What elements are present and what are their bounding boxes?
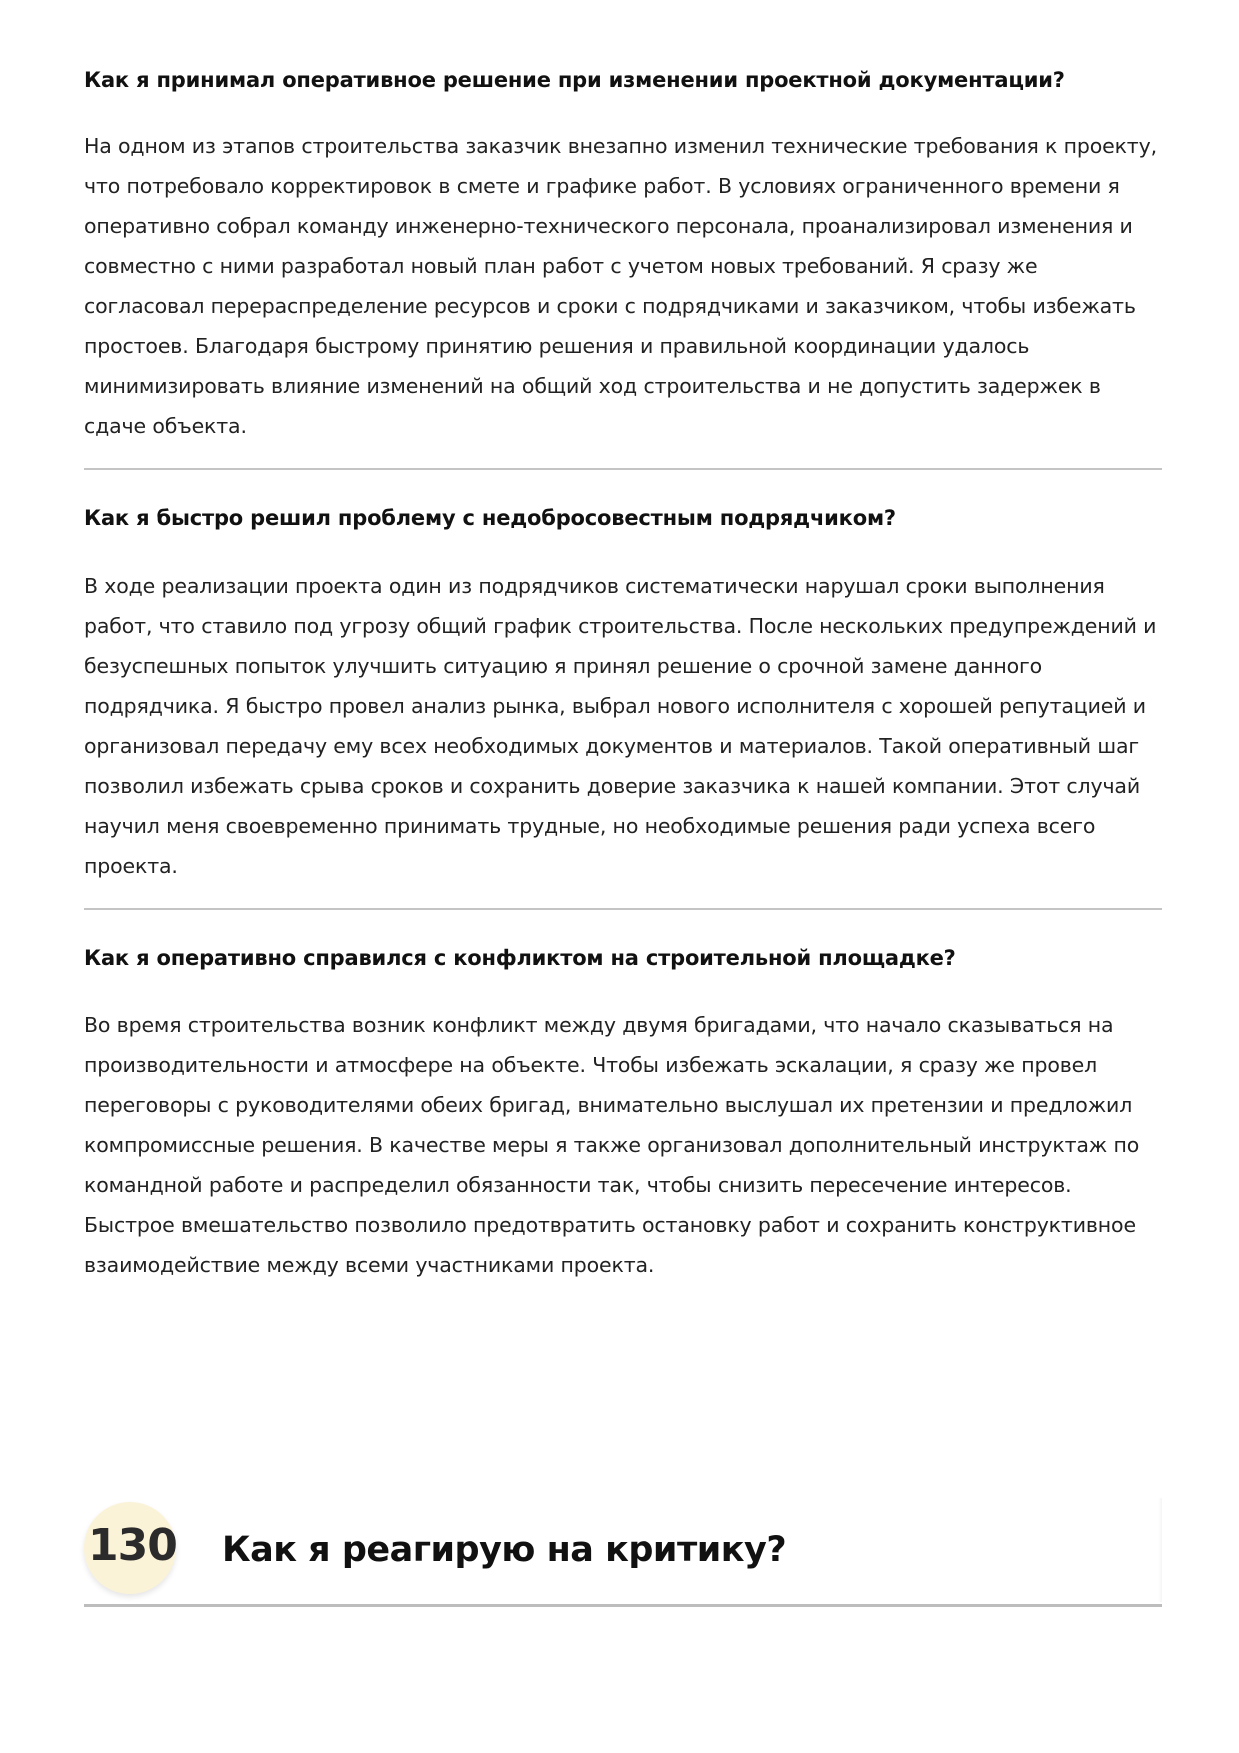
question-heading: Как я оперативно справился с конфликтом на строительной площадке?	[84, 946, 956, 970]
answer-paragraph: В ходе реализации проекта один из подрядчиков систематически нарушал сроки выполнения работ, что ставило под угрозу общий график строительства. После нескольких предупреждений и безуспешных попыток улучшить ситуацию я принял решение о срочной замене данного подрядчика. Я быстро провел анализ рынка, выбрал нового исполнителя с хорошей репутацией и организовал передачу ему всех необходимых документов и материалов. Такой оперативный шаг позволил избежать срыва сроков и сохранить доверие заказчика к нашей компании. Этот случай научил меня своевременно принимать трудные, но необходимые решения ради успеха всего проекта.	[84, 574, 1157, 878]
question-title: Как я реагирую на критику?	[222, 1530, 787, 1570]
question-heading: Как я быстро решил проблему с недобросовестным подрядчиком?	[84, 506, 896, 530]
answer-paragraph: Во время строительства возник конфликт между двумя бригадами, что начало сказываться на производительности и атмосфере на объекте. Чтобы избежать эскалации, я сразу же провел переговоры с руководителями обеих бригад, внимательно выслушал их претензии и предложил компромиссные решения. В качестве меры я также организовал дополнительный инструктаж по командной работе и распределил обязанности так, чтобы снизить пересечение интересов. Быстрое вмешательство позволило предотвратить остановку работ и сохранить конструктивное взаимодействие между всеми участниками проекта.	[84, 1013, 1140, 1277]
section-divider	[84, 468, 1162, 470]
question-title-block	[84, 1498, 1162, 1602]
answer-paragraph: На одном из этапов строительства заказчик внезапно изменил технические требования к проекту, что потребовало корректировок в смете и графике работ. В условиях ограниченного времени я оперативно собрал команду инженерно-технического персонала, проанализировал изменения и совместно с ними разработал новый план работ с учетом новых требований. Я сразу же согласовал перераспределение ресурсов и сроки с подрядчиками и заказчиком, чтобы избежать простоев. Благодаря быстрому принятию решения и правильной координации удалось минимизировать влияние изменений на общий ход строительства и не допустить задержек в сдаче объекта.	[84, 134, 1157, 438]
question-number: 130	[88, 1520, 177, 1571]
section-divider	[84, 908, 1162, 910]
title-block-edge	[1158, 1498, 1162, 1602]
title-underline	[84, 1604, 1162, 1607]
question-heading: Как я принимал оперативное решение при изменении проектной документации?	[84, 68, 1065, 92]
